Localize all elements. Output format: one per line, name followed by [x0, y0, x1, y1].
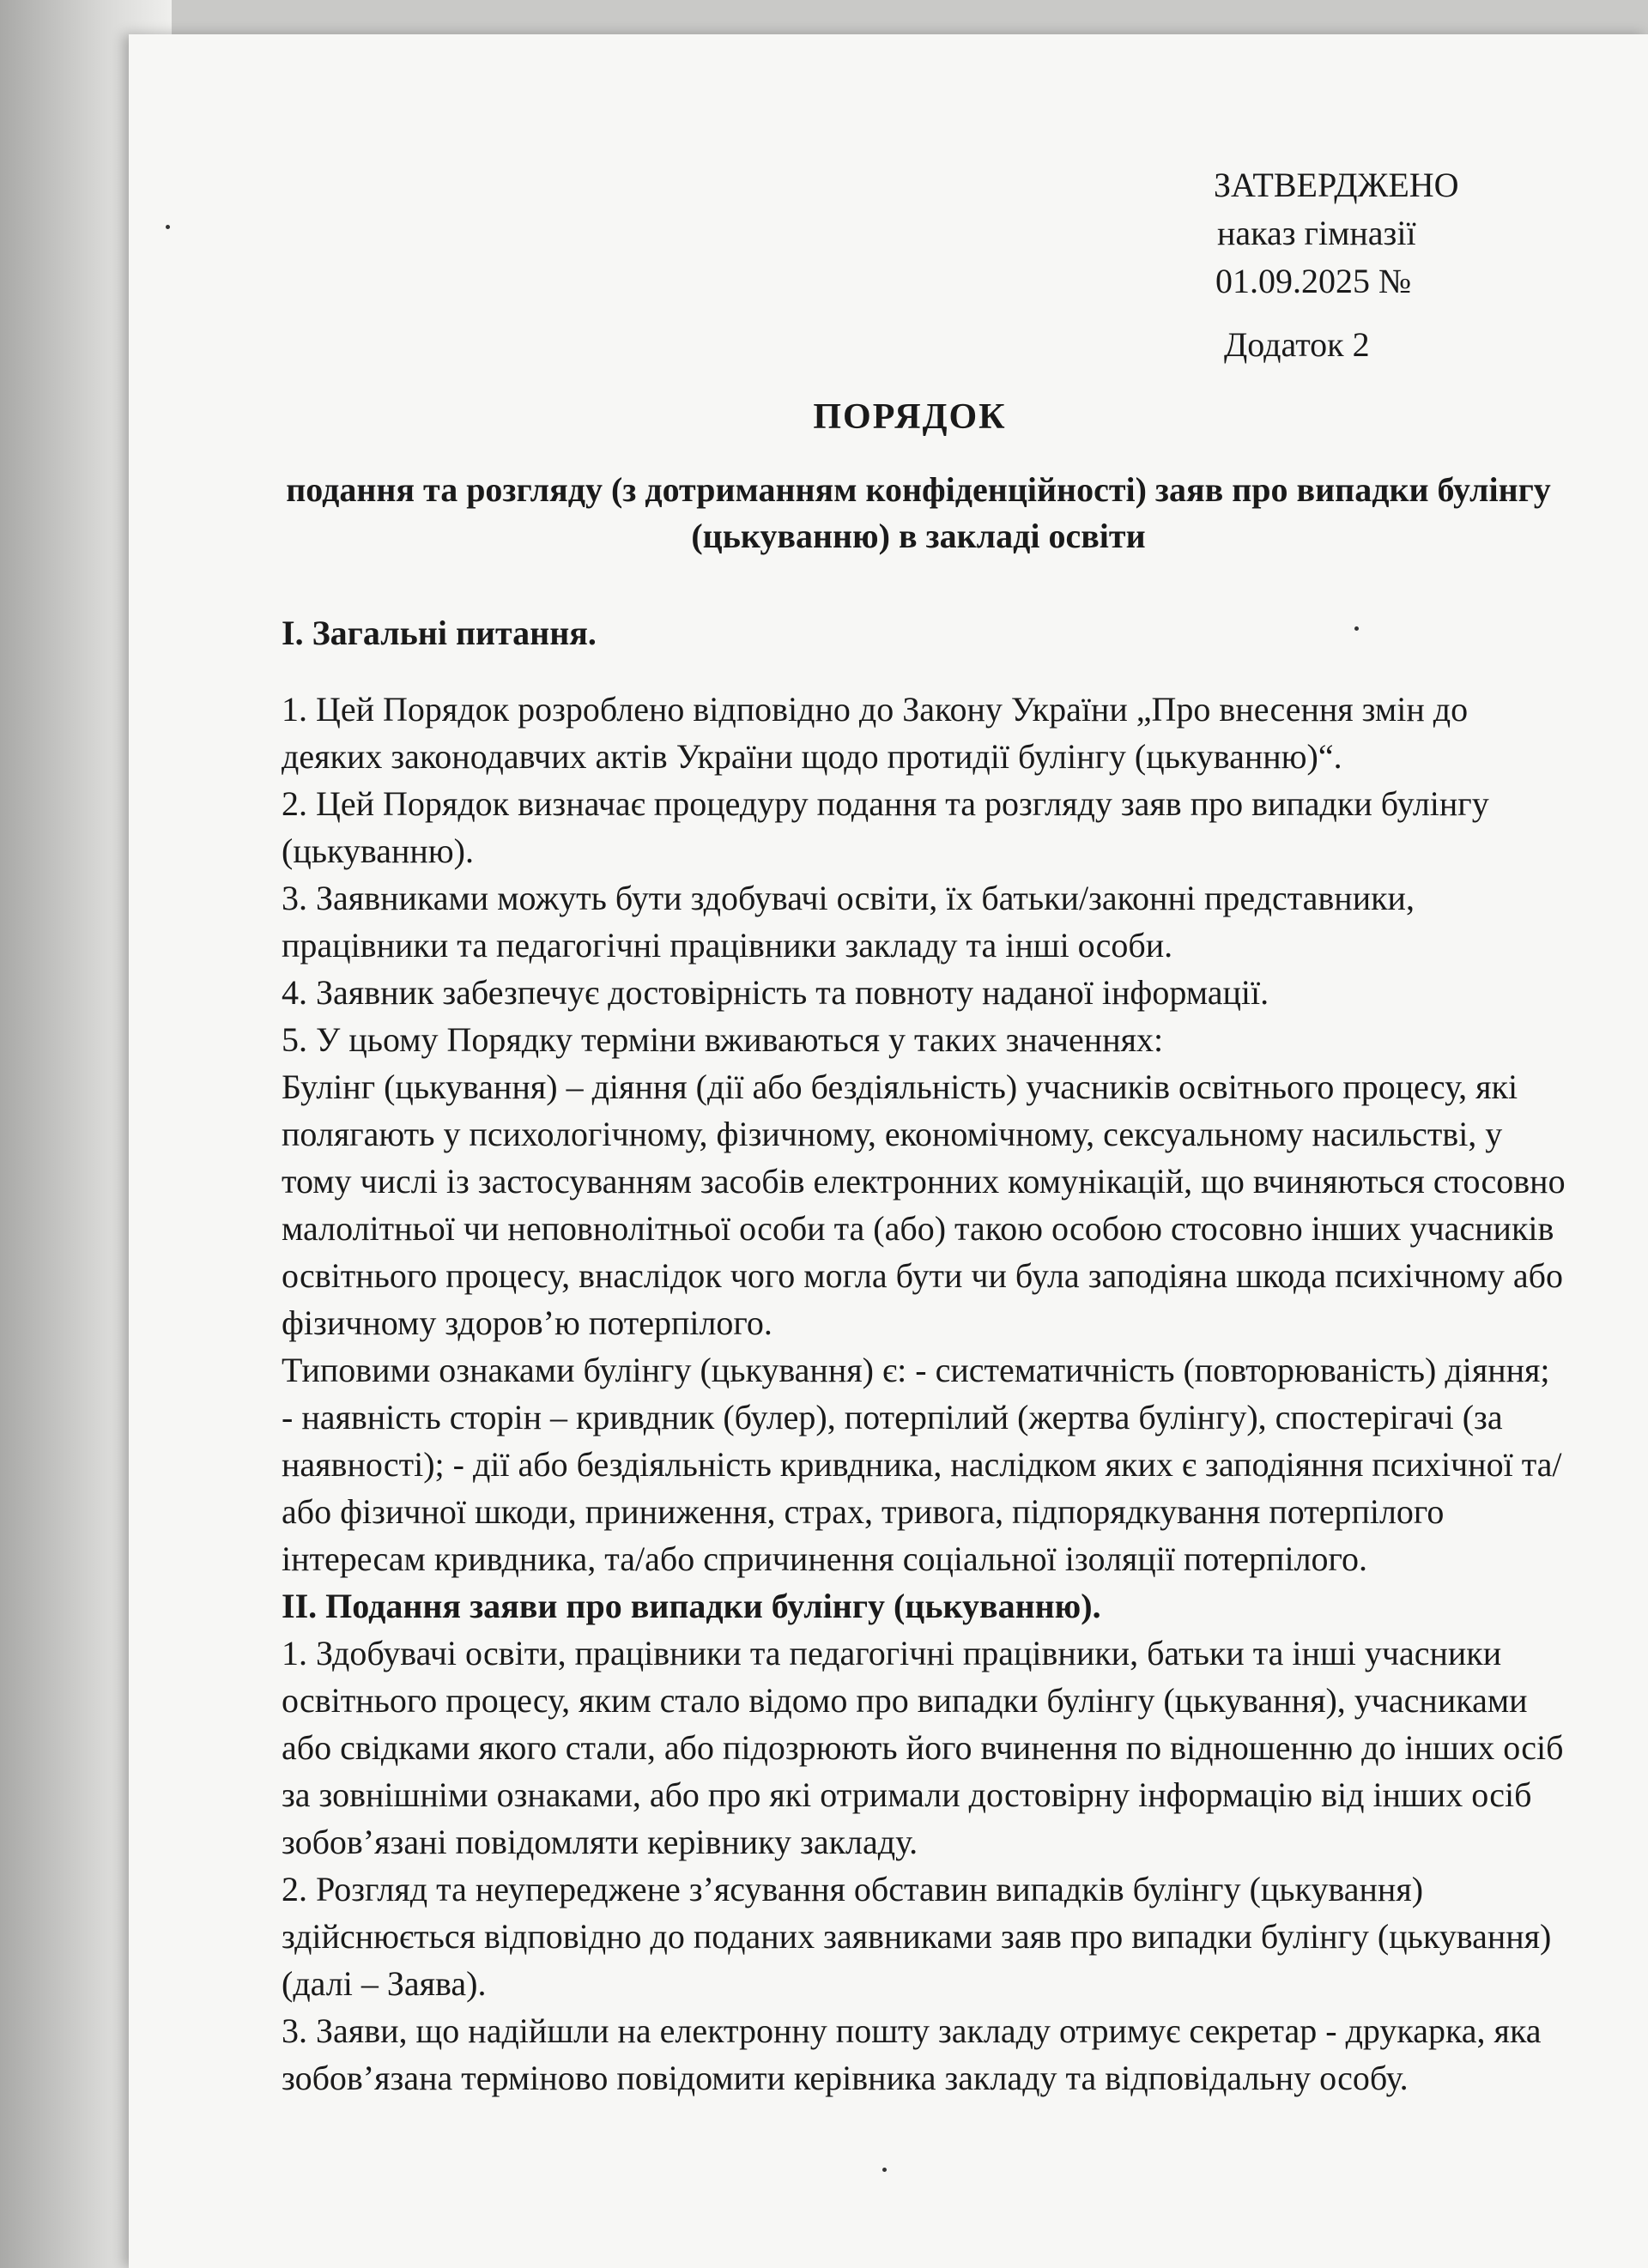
- section-2-heading: ІІ. Подання заяви про випадки булінгу (цькуванню).: [282, 1587, 1101, 1625]
- paragraph: 1. Здобувачі освіти, працівники та педагогічні працівники, батьки та інші учасники освітнього процесу, яким стало відомо про випадки булінгу (цькування), учасниками або свідками якого стали, або підозрюють його вчинення по відношенню до інших осіб за зовнішніми ознаками, або про які отримали достовірну інформацію від інших осіб зобов’язані повідомляти керівнику закладу.: [282, 1634, 1564, 1861]
- paragraph: 1. Цей Порядок розроблено відповідно до Закону України „Про внесення змін до деяких законодавчих актів України щодо протидії булінгу (цькуванню)“.: [282, 690, 1469, 776]
- paragraph: 3. Заявниками можуть бути здобувачі освіти, їх батьки/законні представники, працівники та педагогічні працівники закладу та інші особи.: [282, 879, 1415, 965]
- paragraph: 2. Розгляд та неупереджене з’ясування обставин випадків булінгу (цькування) здійснюється відповідно до поданих заявниками заяв про випадки булінгу (цькування) (далі – Заява).: [282, 1870, 1552, 2003]
- section-1-heading: І. Загальні питання.: [282, 614, 597, 652]
- scan-speck: [882, 2168, 887, 2172]
- scan-speck: [166, 225, 170, 229]
- appendix-label: Додаток 2: [1224, 325, 1370, 364]
- paragraph: Типовими ознаками булінгу (цькування) є: - систематичність (повторюваність) діяння; - наявність сторін – кривдник (булер), потерпілий (жертва булінгу), спостерігачі (за наявності); - дії або бездіяльність кривдника, наслідком яких є заподіяння психічної та/або фізичної шкоди, приниження, страх, тривога, підпорядкування потерпілого інтересам кривдника, та/або спричинення соціальної ізоляції потерпілого.: [282, 1351, 1562, 1578]
- paragraph: 4. Заявник забезпечує достовірність та повноту наданої інформації.: [282, 973, 1269, 1012]
- scan-speck: [1354, 626, 1359, 631]
- approval-title: ЗАТВЕРДЖЕНО: [1214, 166, 1459, 204]
- paragraph: 5. У цьому Порядку терміни вживаються у таких значеннях:: [282, 1020, 1164, 1059]
- paragraph: 2. Цей Порядок визначає процедуру подання та розгляду заяв про випадки булінгу (цькуванню).: [282, 784, 1489, 870]
- document-subtitle: подання та розгляду (з дотриманням конфіденційності) заяв про випадки булінгу (цькуванню) в закладі освіти: [286, 470, 1551, 555]
- paragraph: Булінг (цькування) – діяння (дії або бездіяльність) учасників освітнього процесу, які полягають у психологічному, фізичному, економічному, сексуальному насильстві, у тому числі із застосуванням засобів електронних комунікацій, що вчиняються стосовно малолітньої чи неповнолітньої особи та (або) такою особою стосовно інших учасників освітнього процесу, внаслідок чого могла бути чи була заподіяна шкода психічному або фізичному здоров’ю потерпілого.: [282, 1067, 1566, 1342]
- document-body: [282, 609, 1569, 2102]
- approval-block: [1202, 161, 1579, 305]
- approval-order: наказ гімназії: [1217, 214, 1416, 252]
- approval-date: 01.09.2025 №: [1215, 262, 1412, 300]
- paragraph: 3. Заяви, що надійшли на електронну пошту закладу отримує секретар - друкарка, яка зобов’язана терміново повідомити керівника закладу та відповідальну особу.: [282, 2011, 1542, 2097]
- document-title: ПОРЯДОК: [813, 397, 1007, 437]
